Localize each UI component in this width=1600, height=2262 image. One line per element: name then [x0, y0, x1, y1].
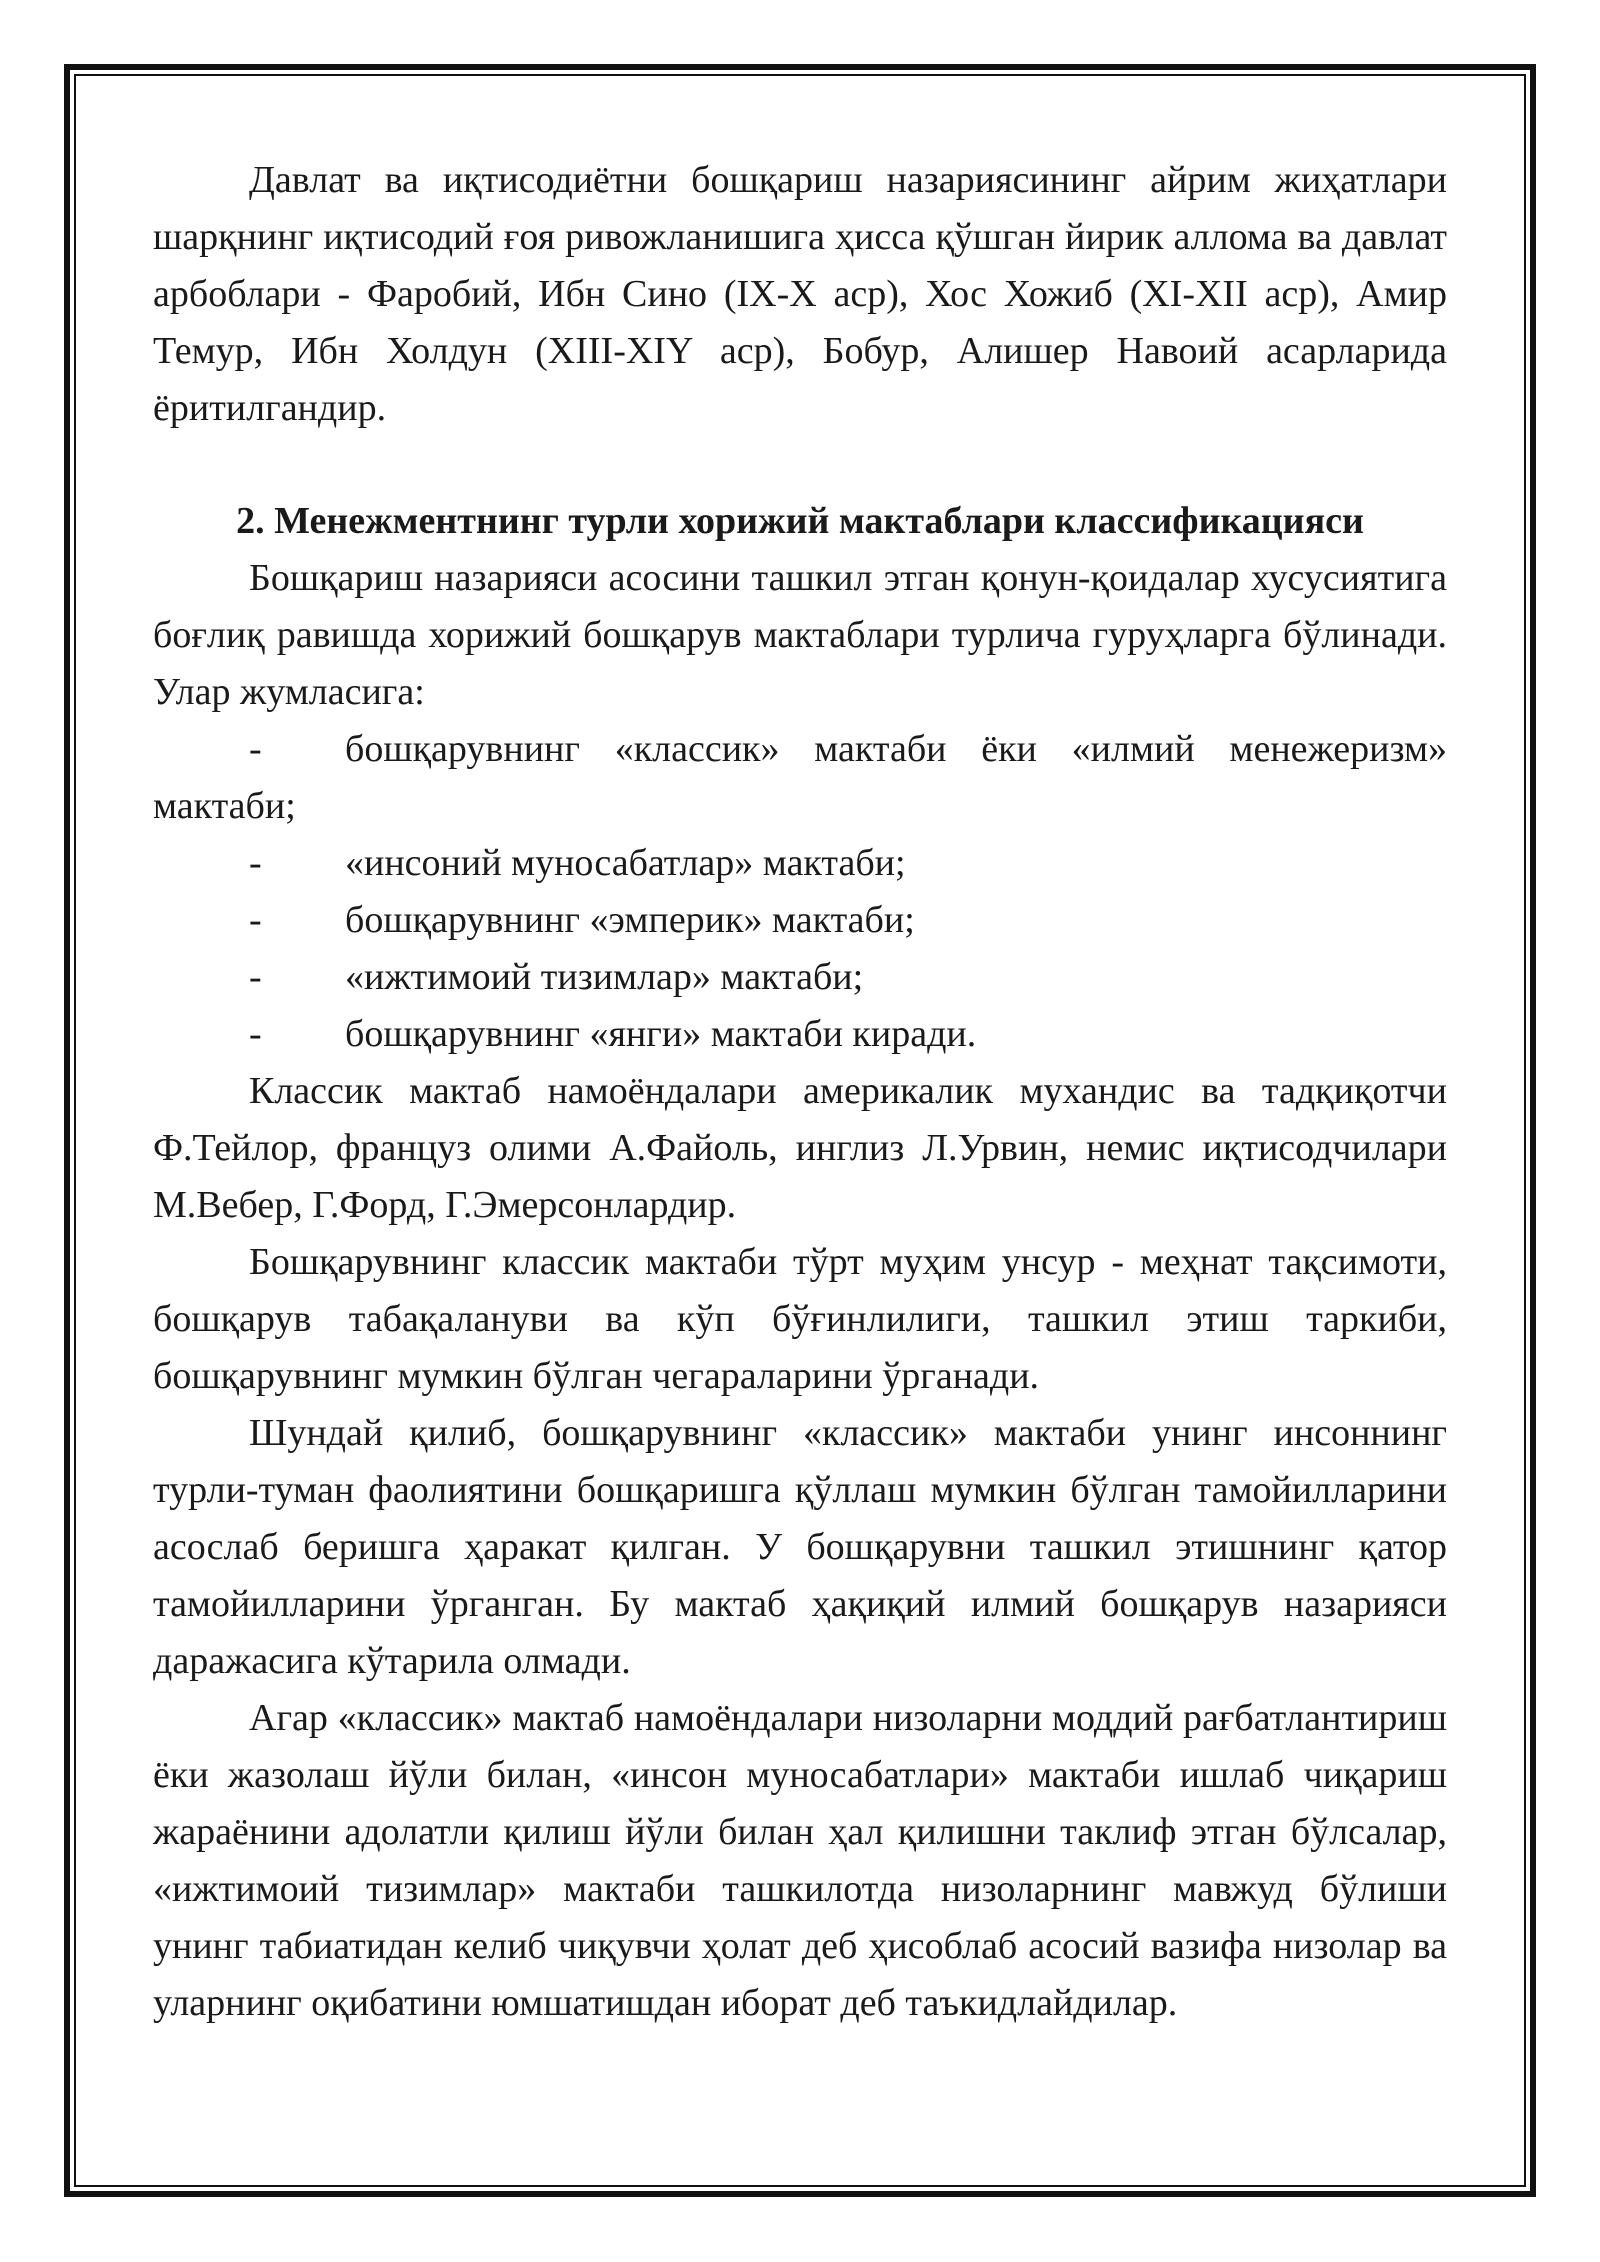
list-item-text: «инсоний муносабатлар» мактаби; — [345, 842, 906, 884]
list-item — [153, 721, 1447, 835]
schools-list — [153, 721, 1447, 1063]
list-item-text: бошқарувнинг «эмперик» мактаби; — [345, 899, 915, 941]
list-item-text: бошқарувнинг «классик» мактаби ёки «илмий менежеризм» мактаби; — [153, 728, 1447, 827]
document-body — [153, 152, 1447, 2032]
section-heading: 2. Менежментнинг турли хорижий мактаблари классификацияси — [236, 500, 1364, 542]
paragraph-classification: Бошқариш назарияси асосини ташкил этган қонун-қоидалар хусусиятига боғлиқ равишда хорижий бошқарув мактаблари турлича гуруҳларга бўлинади. Улар жумласига: — [153, 557, 1447, 713]
list-dash: - — [249, 956, 262, 998]
paragraph-classic-summary: Шундай қилиб, бошқарувнинг «классик» мактаби унинг инсоннинг турли-туман фаолиятини бошқаришга қўллаш мумкин бўлган тамойилларини асослаб беришга ҳаракат қилган. У бошқарувни ташкил этишнинг қатор тамойилларини ўрганган. Бу мактаб ҳақиқий илмий бошқарув назарияси даражасига кўтарила олмади. — [153, 1412, 1447, 1682]
list-dash: - — [249, 842, 262, 884]
list-item-text: бошқарувнинг «янги» мактаби киради. — [345, 1013, 977, 1055]
list-item — [153, 835, 1447, 892]
list-item — [153, 1006, 1447, 1063]
list-dash: - — [249, 1013, 262, 1055]
list-dash: - — [249, 728, 262, 770]
list-dash: - — [249, 899, 262, 941]
paragraph-conflicts: Агар «классик» мактаб намоёндалари низоларни моддий рағбатлантириш ёки жазолаш йўли билан, «инсон муносабатлари» мактаби ишлаб чиқариш жараёнини адолатли қилиш йўли билан ҳал қилишни таклиф этган бўлсалар, «ижтимоий тизимлар» мактаби ташкилотда низоларнинг мавжуд бўлиши унинг табиатидан келиб чиқувчи ҳолат деб ҳисоблаб асосий вазифа низолар ва уларнинг оқибатини юмшатишдан иборат деб таъкидлайдилар. — [153, 1697, 1447, 2024]
list-item — [153, 949, 1447, 1006]
list-item — [153, 892, 1447, 949]
paragraph-representatives: Классик мактаб намоёндалари америкалик мухандис ва тадқиқотчи Ф.Тейлор, француз олими А.Файоль, инглиз Л.Урвин, немис иқтисодчилари М.Вебер, Г.Форд, Г.Эмерсонлардир. — [153, 1070, 1447, 1226]
paragraph-intro: Давлат ва иқтисодиётни бошқариш назариясининг айрим жиҳатлари шарқнинг иқтисодий ғоя ривожланишига ҳисса қўшган йирик аллома ва давлат арбоблари - Фаробий, Ибн Сино (IX-X аср), Хос Хожиб (XI-XII аср), Амир Темур, Ибн Холдун (XIII-XIY аср), Бобур, Алишер Навоий асарларида ёритилгандир. — [153, 159, 1447, 429]
paragraph-classic-elements: Бошқарувнинг классик мактаби тўрт муҳим унсур - меҳнат тақсимоти, бошқарув табақалануви ва кўп бўғинлилиги, ташкил этиш таркиби, бошқарувнинг мумкин бўлган чегараларини ўрганади. — [153, 1241, 1447, 1397]
list-item-text: «ижтимоий тизимлар» мактаби; — [345, 956, 864, 998]
